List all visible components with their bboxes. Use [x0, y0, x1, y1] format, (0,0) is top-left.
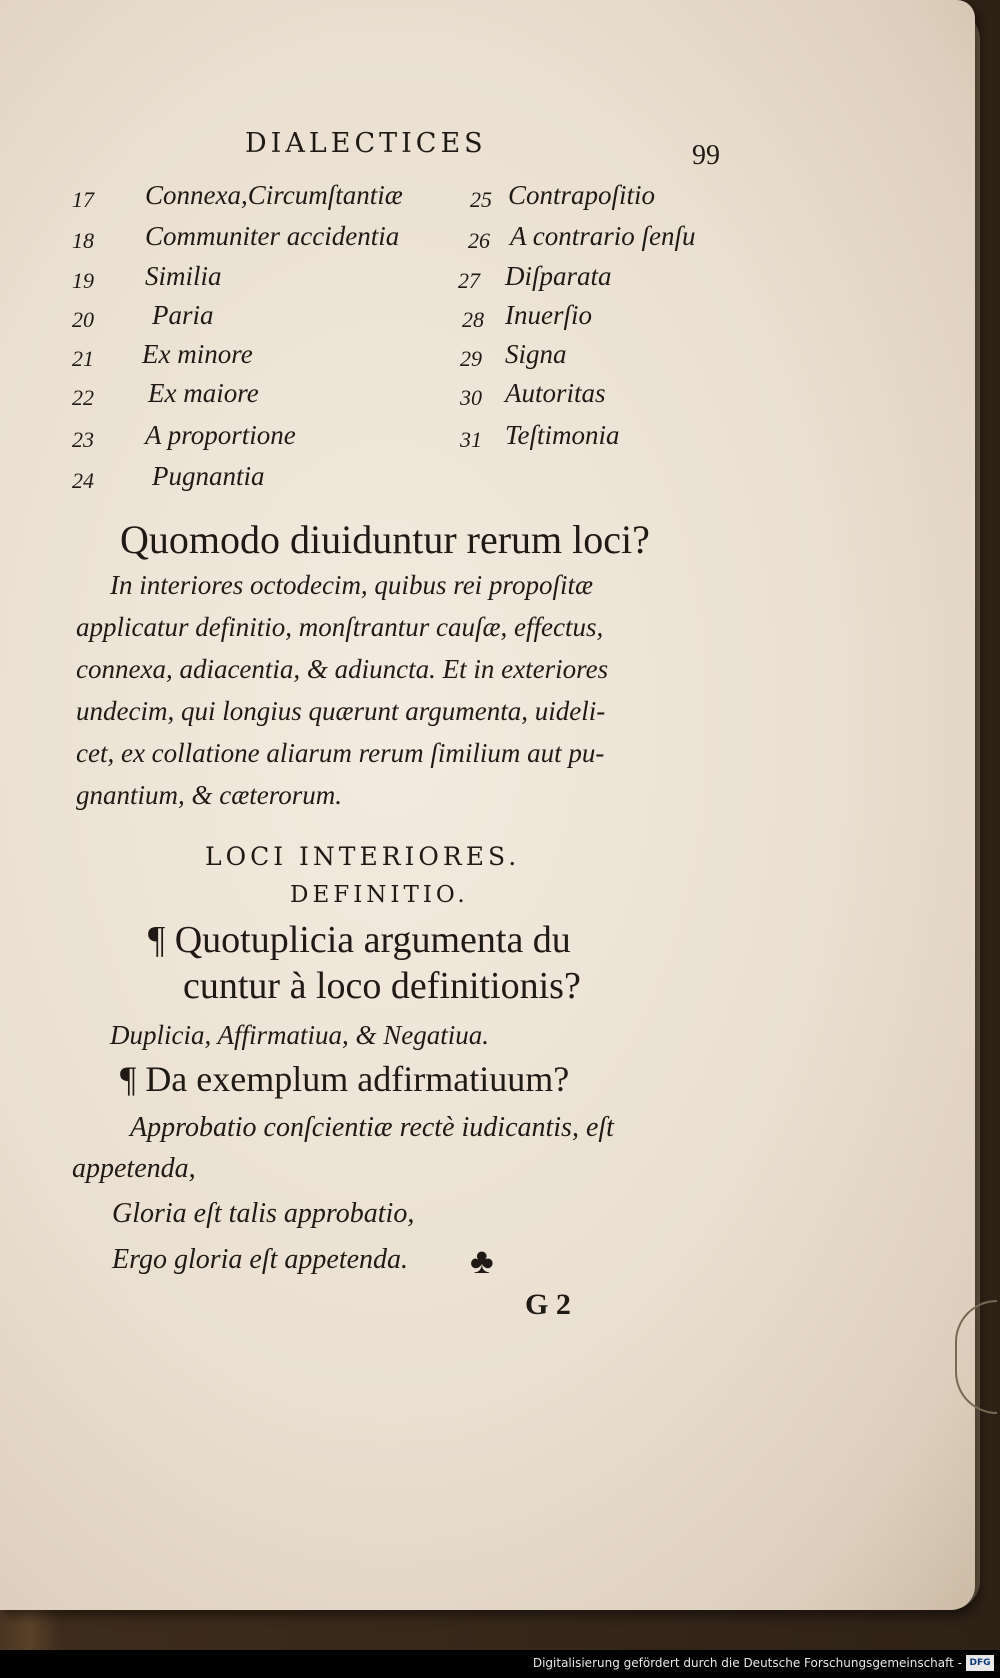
locus-label: Pugnantia: [152, 461, 265, 491]
question-heading: ¶ Quotuplicia argumenta du: [148, 919, 571, 961]
answer-line: gnantium, & cæterorum.: [76, 780, 342, 810]
locus-label: Ex maiore: [148, 378, 259, 408]
locus-label: Connexa,Circumſtantiæ: [145, 180, 403, 210]
answer-line: undecim, qui longius quærunt argumenta, uideli-: [76, 696, 606, 726]
locus-label: Inuerſio: [505, 300, 592, 330]
locus-label: Ex minore: [142, 339, 253, 369]
subsection-heading: DEFINITIO.: [290, 882, 469, 908]
locus-label: Paria: [152, 300, 214, 330]
locus-number: 27: [458, 268, 480, 293]
locus-number: 23: [72, 427, 94, 452]
locus-label: Contrapoſitio: [508, 180, 656, 210]
locus-number: 29: [460, 346, 482, 371]
locus-number: 19: [72, 268, 94, 293]
locus-label: Diſparata: [505, 261, 612, 291]
locus-number: 26: [468, 228, 490, 253]
question-heading: cuntur à loco definitionis?: [183, 965, 581, 1007]
locus-number: 20: [72, 307, 94, 332]
locus-label: Signa: [505, 339, 567, 369]
answer-line: connexa, adiacentia, & adiuncta. Et in exteriores: [76, 654, 609, 684]
page-number: 99: [692, 140, 720, 171]
dfg-logo-icon: DFG: [966, 1655, 994, 1671]
clasp-shadow: [955, 1300, 997, 1414]
locus-number: 18: [72, 228, 94, 253]
locus-number: 22: [72, 385, 94, 410]
funding-credit: Digitalisierung gefördert durch die Deutsche Forschungsgemeinschaft -: [532, 1656, 962, 1670]
locus-number: 31: [460, 427, 482, 452]
example-line: Ergo gloria eſt appetenda.: [112, 1244, 409, 1275]
answer-line: cet, ex collatione aliarum rerum ſimilium aut pu-: [76, 738, 605, 768]
locus-number: 28: [462, 307, 484, 332]
example-line: Approbatio conſcientiæ rectè iudicantis, eſt: [130, 1112, 614, 1143]
locus-number: 21: [72, 346, 94, 371]
locus-label: A contrario ſenſu: [510, 221, 696, 251]
digitization-footer: [0, 1650, 1000, 1678]
example-line: Gloria eſt talis approbatio,: [112, 1198, 415, 1229]
locus-number: 30: [460, 385, 482, 410]
example-line: appetenda,: [72, 1153, 196, 1184]
locus-label: Communiter accidentia: [145, 221, 400, 251]
locus-label: Teſtimonia: [505, 420, 620, 450]
signature-mark: G 2: [525, 1288, 571, 1321]
locus-label: Similia: [145, 261, 222, 291]
question-heading: ¶ Da exemplum adfirmatiuum?: [120, 1059, 570, 1099]
locus-label: A proportione: [145, 420, 296, 450]
locus-number: 24: [72, 468, 94, 493]
locus-number: 17: [72, 187, 94, 212]
answer-line: Duplicia, Affirmatiua, & Negatiua.: [110, 1020, 490, 1050]
answer-line: applicatur definitio, monſtrantur cauſæ, effectus,: [76, 612, 604, 642]
running-head: DIALECTICES: [245, 128, 487, 159]
question-heading: Quomodo diuiduntur rerum loci?: [120, 517, 650, 562]
section-heading: LOCI INTERIORES.: [205, 842, 521, 871]
locus-number: 25: [470, 187, 492, 212]
answer-line: In interiores octodecim, quibus rei propoſitæ: [110, 570, 593, 600]
locus-label: Autoritas: [505, 378, 606, 408]
fleuron-ornament: ♣: [470, 1241, 494, 1281]
